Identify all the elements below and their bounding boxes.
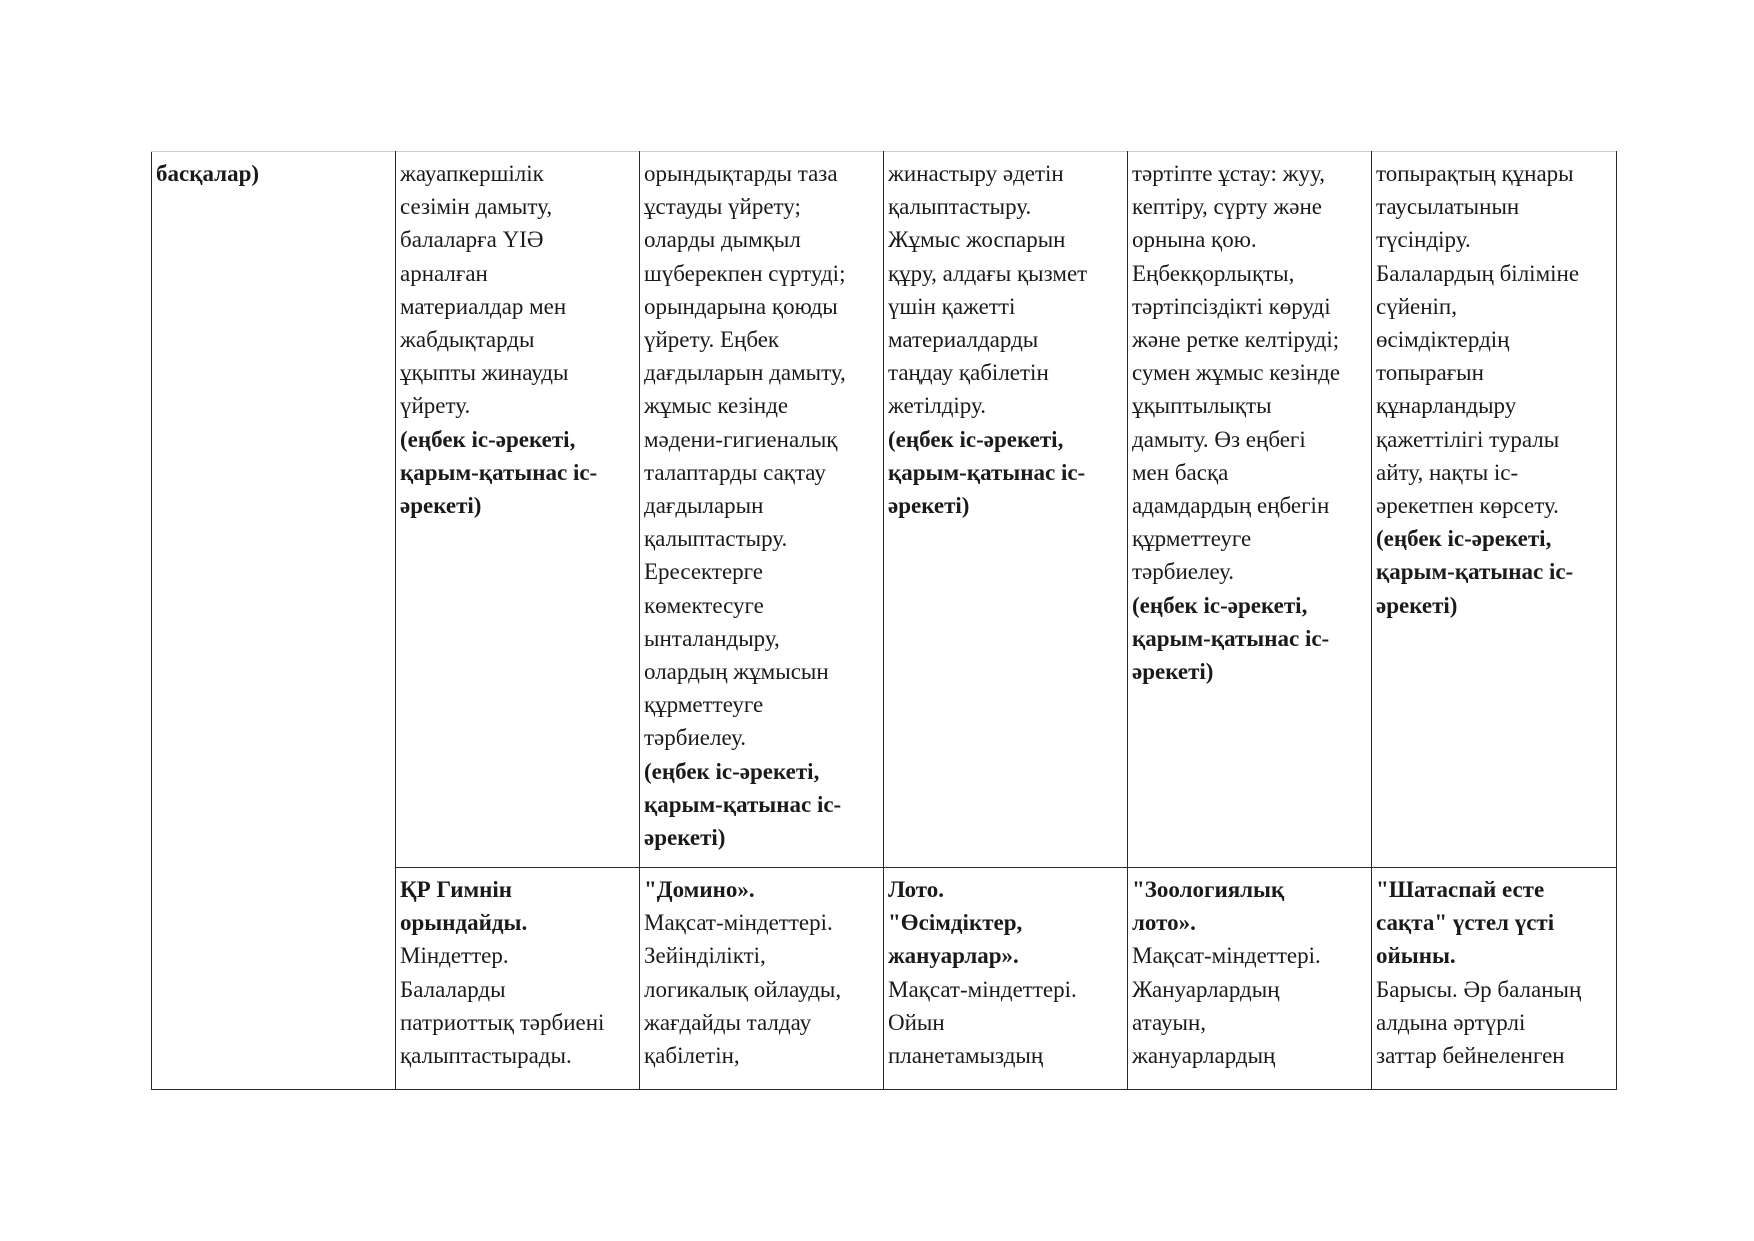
text-line: талаптарды сақтау <box>644 459 826 485</box>
text-line: Балалардың біліміне <box>1376 260 1580 286</box>
text-line: ҚР Гимнін <box>400 877 513 902</box>
text-line: қарым-қатынас іс- <box>400 459 598 485</box>
text-line: жинастыру әдетін <box>888 161 1064 186</box>
table-cell <box>1128 868 1372 1090</box>
text-line: құру, алдағы қызмет <box>888 260 1088 286</box>
cell-bold-title <box>644 873 879 906</box>
text-line: қарым-қатынас іс- <box>644 791 842 817</box>
text-line: Мақсат-міндеттері. <box>644 910 833 936</box>
text-line: патриоттық тәрбиені <box>400 1009 605 1035</box>
text-line: (еңбек іс-әрекеті, <box>644 758 820 784</box>
text-line: орнына қою. <box>1132 227 1257 253</box>
text-line: әрекеті) <box>888 493 970 519</box>
table-cell <box>396 152 640 868</box>
cell-text <box>1376 973 1612 1073</box>
text-line: жануарлар». <box>888 943 1019 969</box>
text-line: жұмыс кезінде <box>644 393 789 419</box>
cell-bold-note <box>1132 589 1367 689</box>
text-line: дағдыларын дамыту, <box>644 360 846 386</box>
cell-bold-title <box>1376 873 1612 973</box>
text-line: құнарландыру <box>1376 393 1517 419</box>
text-line: Барысы. Әр баланың <box>1376 976 1582 1002</box>
cell-text <box>400 939 635 1072</box>
text-line: Зейінділікті, <box>644 943 766 969</box>
text-line: Мақсат-міндеттері. <box>888 976 1077 1002</box>
text-line: жауапкершілік <box>400 161 544 186</box>
text-line: балаларға ҮІӘ <box>400 227 544 253</box>
text-line: (еңбек іс-әрекеті, <box>400 426 576 452</box>
text-line: ойыны. <box>1376 943 1456 969</box>
text-line: арналған <box>400 260 488 286</box>
text-line: адамдардың еңбегін <box>1132 493 1330 519</box>
table-row <box>152 868 1617 1090</box>
text-line: планетамыздың <box>888 1043 1044 1069</box>
table-cell <box>884 868 1128 1090</box>
cell-bold-note <box>400 423 635 523</box>
text-line: сезімін дамыту, <box>400 194 553 220</box>
text-line: ұқыпты жинауды <box>400 360 569 386</box>
table-row <box>152 152 1617 868</box>
text-line: "Домино». <box>644 877 755 902</box>
text-line: Міндеттер. <box>400 943 509 969</box>
text-line: логикалық ойлауды, <box>644 976 842 1002</box>
text-line: әрекеті) <box>1376 592 1458 618</box>
text-line: тәртіпсіздікті көруді <box>1132 293 1331 319</box>
text-line: материалдар мен <box>400 293 567 319</box>
text-line: үйрету. Еңбек <box>644 327 780 353</box>
text-line: Мақсат-міндеттері. <box>1132 943 1321 969</box>
text-line: әрекетпен көрсету. <box>1376 493 1559 519</box>
text-line: (еңбек іс-әрекеті, <box>888 426 1064 452</box>
cell-bold-note <box>888 423 1123 523</box>
text-line: үшін қажетті <box>888 293 1016 319</box>
text-line: материалдарды <box>888 327 1039 353</box>
text-line: ұқыптылықты <box>1132 393 1272 419</box>
plan-table <box>151 151 1617 1090</box>
text-line: кептіру, сүрту және <box>1132 194 1322 220</box>
cell-text <box>644 157 879 755</box>
text-line: қарым-қатынас іс- <box>1376 559 1574 585</box>
text-line: сақта" үстел үсті <box>1376 910 1555 936</box>
text-line: Лото. <box>888 877 945 902</box>
text-line: мен басқа <box>1132 459 1229 485</box>
table-cell <box>1128 152 1372 868</box>
text-line: (еңбек іс-әрекеті, <box>1132 592 1308 618</box>
text-line: үйрету. <box>400 393 471 419</box>
text-line: және ретке келтіруді; <box>1132 327 1340 353</box>
text-line: қалыптастыру. <box>888 194 1032 220</box>
text-line: таусылатынын <box>1376 194 1520 220</box>
text-line: "Шатаспай есте <box>1376 877 1545 902</box>
cell-text <box>1376 157 1612 522</box>
text-line: құрметтеуге <box>644 692 764 718</box>
text-line: алдына әртүрлі <box>1376 1009 1526 1035</box>
text-line: түсіндіру. <box>1376 227 1471 253</box>
text-line: Балаларды <box>400 976 506 1002</box>
text-line: қажеттілігі туралы <box>1376 426 1560 452</box>
text-line: көмектесуге <box>644 592 764 618</box>
text-line: оларды дымқыл <box>644 227 801 253</box>
text-line: ынталандыру, <box>644 625 780 651</box>
text-line: лото». <box>1132 910 1196 936</box>
text-line: әрекеті) <box>400 493 482 519</box>
text-line: жабдықтарды <box>400 327 535 353</box>
table-cell <box>884 152 1128 868</box>
cell-text <box>1132 939 1367 1072</box>
table-cell <box>1372 868 1617 1090</box>
text-line: Ойын <box>888 1009 945 1035</box>
text-line: орындықтарды таза <box>644 161 838 186</box>
text-line: таңдау қабілетін <box>888 360 1049 386</box>
text-line: дағдыларын <box>644 493 764 519</box>
text-line: Жануарлардың <box>1132 976 1280 1002</box>
text-line: басқалар) <box>156 161 260 186</box>
text-line: (еңбек іс-әрекеті, <box>1376 526 1552 552</box>
cell-content <box>156 157 391 190</box>
table-cell <box>152 152 396 868</box>
text-line: өсімдіктердің <box>1376 327 1510 353</box>
cell-bold-title <box>400 873 635 939</box>
text-line: орындарына қоюды <box>644 293 838 319</box>
text-line: айту, нақты іс- <box>1376 459 1519 485</box>
text-line: қарым-қатынас іс- <box>1132 625 1330 651</box>
text-line: заттар бейнеленген <box>1376 1043 1565 1069</box>
text-line: Жұмыс жоспарын <box>888 227 1066 253</box>
table-cell <box>396 868 640 1090</box>
text-line: тәртіпте ұстау: жуу, <box>1132 161 1325 186</box>
cell-bold-note <box>644 755 879 855</box>
table-cell <box>640 868 884 1090</box>
cell-bold-title <box>888 873 1123 973</box>
text-line: әрекеті) <box>644 825 726 851</box>
text-line: "Өсімдіктер, <box>888 910 1023 936</box>
text-line: тәрбиелеу. <box>644 725 747 751</box>
text-line: дамыту. Өз еңбегі <box>1132 426 1306 452</box>
cell-text <box>888 157 1123 423</box>
cell-bold-title <box>1132 873 1367 939</box>
cell-bold-note <box>1376 522 1612 622</box>
text-line: қалыптастырады. <box>400 1043 572 1069</box>
text-line: топырақтың құнары <box>1376 161 1574 186</box>
text-line: жағдайды талдау <box>644 1009 812 1035</box>
table-cell <box>640 152 884 868</box>
text-line: Еңбекқорлықты, <box>1132 260 1295 286</box>
text-line: сүйеніп, <box>1376 293 1457 319</box>
text-line: қалыптастыру. <box>644 526 788 552</box>
text-line: сумен жұмыс кезінде <box>1132 360 1341 386</box>
text-line: олардың жұмысын <box>644 659 829 685</box>
table-cell <box>152 868 396 1090</box>
text-line: жетілдіру. <box>888 393 986 419</box>
text-line: жануарлардың <box>1132 1043 1276 1069</box>
text-line: мәдени-гигиеналық <box>644 426 838 452</box>
text-line: топырағын <box>1376 360 1484 386</box>
text-line: қарым-қатынас іс- <box>888 459 1086 485</box>
table-cell <box>1372 152 1617 868</box>
text-line: ұстауды үйрету; <box>644 194 801 220</box>
cell-text <box>1132 157 1367 589</box>
text-line: қабілетін, <box>644 1043 740 1069</box>
cell-text <box>400 157 635 423</box>
cell-text <box>888 973 1123 1073</box>
text-line: құрметтеуге <box>1132 526 1252 552</box>
text-line: әрекеті) <box>1132 659 1214 685</box>
text-line: "Зоологиялық <box>1132 877 1285 902</box>
text-line: атауын, <box>1132 1009 1206 1035</box>
text-line: Ересектерге <box>644 559 763 585</box>
text-line: шүберекпен сүртуді; <box>644 260 846 286</box>
text-line: орындайды. <box>400 910 528 936</box>
text-line: тәрбиелеу. <box>1132 559 1235 585</box>
cell-text <box>644 906 879 1072</box>
